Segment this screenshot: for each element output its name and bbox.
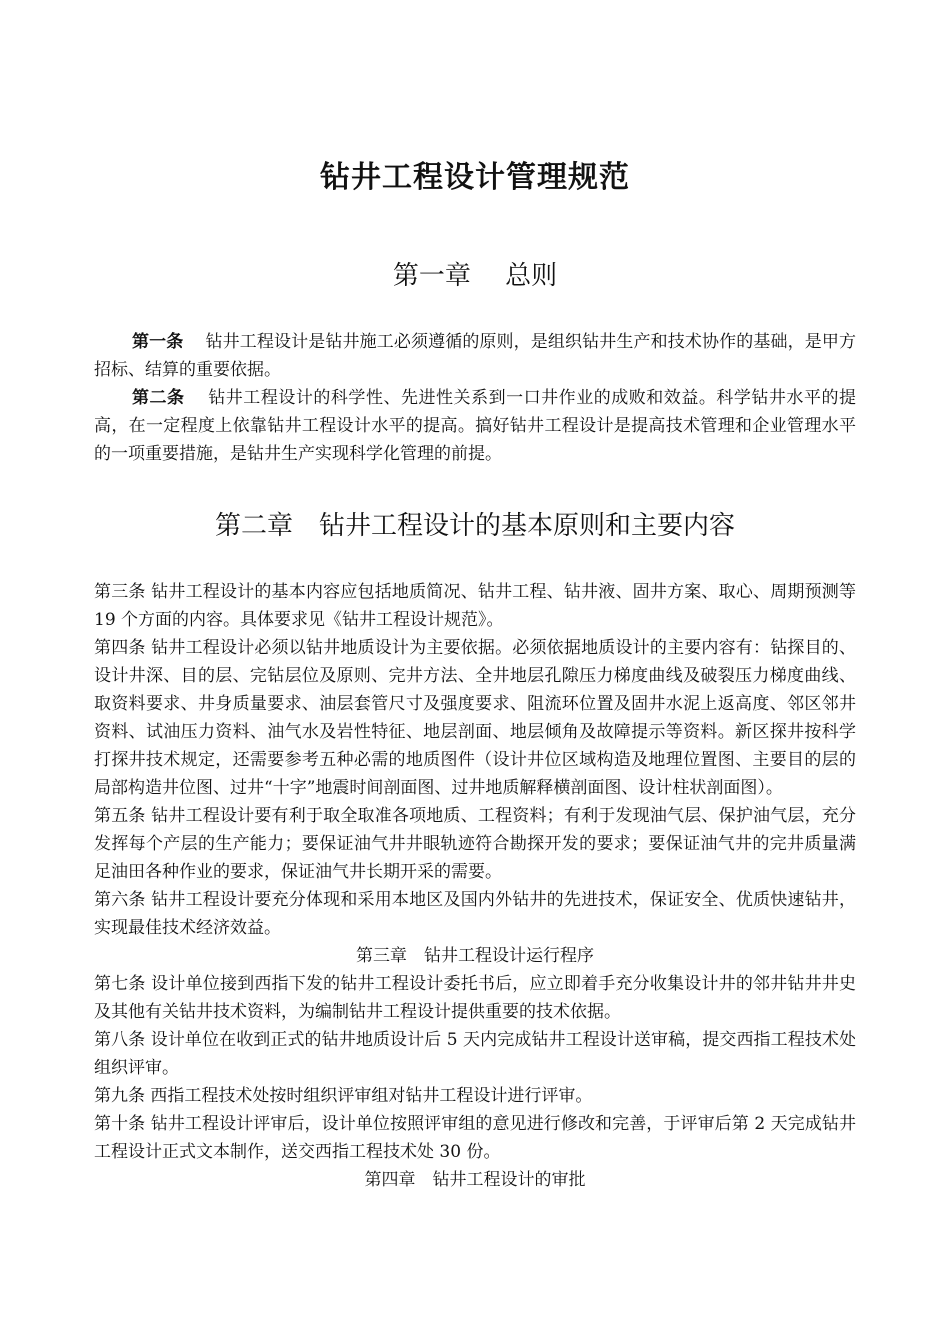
chapter-1-body [94, 328, 856, 468]
article-10: 第十条 钻井工程设计评审后，设计单位按照评审组的意见进行修改和完善，于评审后第 2 天完成钻井工程设计正式文本制作，送交西指工程技术处 30 份。 [94, 1114, 856, 1162]
chapter-2-heading: 第二章 钻井工程设计的基本原则和主要内容 [214, 511, 735, 541]
document-title: 钻井工程设计管理规范 [320, 160, 630, 195]
article-2-text: 钻井工程设计的科学性、先进性关系到一口井作业的成败和效益。科学钻井水平的提高，在一定程度上依靠钻井工程设计水平的提高。搞好钻井工程设计是提高技术管理和企业管理水平的一项重要措施，是钻井生产实现科学化管理的前提。 [94, 388, 856, 464]
article-1-label: 第一条 [132, 332, 184, 352]
chapter-1-heading: 第一章 总则 [392, 261, 558, 291]
chapter-2-4-body [94, 578, 856, 1194]
article-7: 第七条 设计单位接到西指下发的钻井工程设计委托书后，应立即着手充分收集设计井的邻井钻井井史及其他有关钻井技术资料，为编制钻井工程设计提供重要的技术依据。 [94, 974, 856, 1022]
article-9: 第九条 西指工程技术处按时组织评审组对钻井工程设计进行评审。 [94, 1086, 593, 1106]
article-1-text: 钻井工程设计是钻井施工必须遵循的原则，是组织钻井生产和技术协作的基础，是甲方招标、结算的重要依据。 [94, 332, 857, 380]
article-3: 第三条 钻井工程设计的基本内容应包括地质简况、钻井工程、钻井液、固井方案、取心、周期预测等 19 个方面的内容。具体要求见《钻井工程设计规范》。 [94, 582, 856, 630]
article-6: 第六条 钻井工程设计要充分体现和采用本地区及国内外钻井的先进技术，保证安全、优质快速钻井，实现最佳技术经济效益。 [94, 890, 856, 938]
article-1 [94, 328, 856, 384]
article-4: 第四条 钻井工程设计必须以钻井地质设计为主要依据。必须依据地质设计的主要内容有：钻探目的、设计井深、目的层、完钻层位及原则、完井方法、全井地层孔隙压力梯度曲线及破裂压力梯度曲线、取资料要求、井身质量要求、油层套管尺寸及强度要求、阻流环位置及固井水泥上返高度、邻区邻井资料、试油压力资料、油气水及岩性特征、地层剖面、地层倾角及故障提示等资料。新区探井按科学打探井技术规定，还需要参考五种必需的地质图件（设计井位区域构造及地理位置图、主要目的层的局部构造井位图、过井“十字”地震时间剖面图、过井地质解释横剖面图、设计柱状剖面图）。 [94, 638, 856, 798]
chapter-4-heading: 第四章 钻井工程设计的审批 [364, 1170, 586, 1190]
article-2 [94, 384, 856, 468]
article-5: 第五条 钻井工程设计要有利于取全取准各项地质、工程资料；有利于发现油气层、保护油气层，充分发挥每个产层的生产能力；要保证油气井井眼轨迹符合勘探开发的要求；要保证油气井的完井质量满足油田各种作业的要求，保证油气井长期开采的需要。 [94, 806, 856, 882]
article-2-label: 第二条 [132, 388, 185, 408]
article-8: 第八条 设计单位在收到正式的钻井地质设计后 5 天内完成钻井工程设计送审稿，提交西指工程技术处组织评审。 [94, 1030, 856, 1078]
chapter-3-heading: 第三章 钻井工程设计运行程序 [356, 946, 594, 966]
